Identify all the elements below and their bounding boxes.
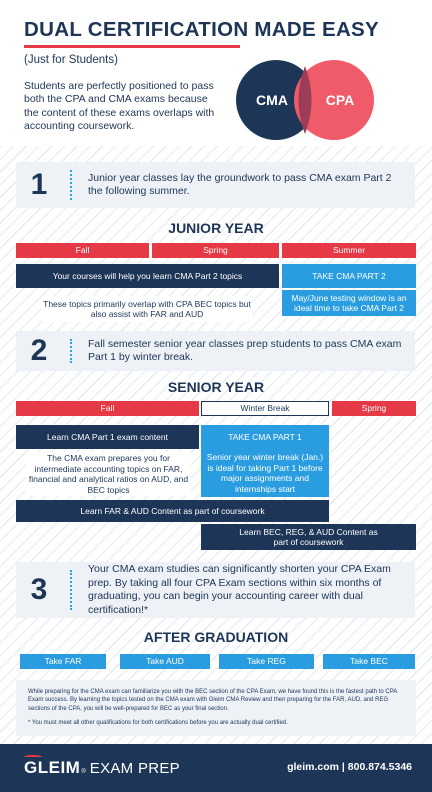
take-aud-bar: Take AUD [120, 654, 210, 669]
title-underline [24, 45, 240, 48]
step-3-callout [16, 562, 415, 618]
logo-suffix: EXAM PREP [89, 760, 180, 777]
dotted-divider [70, 170, 72, 200]
logo-swoosh-icon [24, 755, 42, 759]
step-2-callout [16, 331, 415, 371]
intro-text: Students are perfectly positioned to pass both the CPA and CMA exams because the content of these exams overlaps with accounting coursework. [24, 80, 215, 133]
after-graduation-title: AFTER GRADUATION [143, 629, 289, 645]
gleim-logo [24, 758, 180, 778]
cma-cpa-venn-diagram [236, 60, 416, 140]
step-text: Your CMA exam studies can significantly shorten your CPA Exam prep. By taking all four CPA Exam sections within six months of graduating, you can begin your accounting career with dual certification!* [88, 563, 391, 616]
venn-overlap-shape [294, 60, 316, 140]
step-text: Fall semester senior year classes prep students to pass CMA exam Part 1 by winter break. [88, 337, 402, 363]
step-1-callout [16, 162, 415, 208]
page-title: DUAL CERTIFICATION MADE EASY [24, 18, 380, 41]
step-text: Junior year classes lay the groundwork to pass CMA exam Part 2 the following summer. [88, 171, 392, 197]
senior-spring-header: Spring [332, 401, 416, 416]
senior-winter-note: Senior year winter break (Jan.) is ideal for taking Part 1 before major assignments and internships start [201, 449, 329, 497]
venn-cma-label: CMA [256, 92, 288, 108]
logo-brand: GLEIM [24, 758, 81, 777]
take-cma-part-2-bar: TAKE CMA PART 2 [282, 264, 416, 288]
footnote-box [16, 680, 416, 736]
senior-winter-break-header: Winter Break [201, 401, 329, 416]
learn-cma-part-1-bar: Learn CMA Part 1 exam content [16, 425, 199, 449]
footer-bar [0, 744, 432, 792]
step-number: 2 [30, 334, 48, 367]
take-reg-bar: Take REG [219, 654, 314, 669]
registered-mark: ® [81, 769, 86, 775]
senior-prep-note: The CMA exam prepares you for intermediate accounting topics on FAR, financial and analytical ratios on AUD, and BEC topics [26, 452, 191, 496]
venn-cpa-label: CPA [325, 92, 355, 108]
dotted-divider [70, 570, 72, 610]
take-bec-bar: Take BEC [323, 654, 415, 669]
senior-year-title: SENIOR YEAR [167, 379, 265, 395]
take-cma-part-1-bar: TAKE CMA PART 1 [201, 425, 329, 449]
step-number: 1 [30, 168, 48, 201]
junior-spring-header: Spring [152, 243, 279, 258]
junior-courses-bar: Your courses will help you learn CMA Part 2 topics [16, 264, 279, 288]
footnote-body: While preparing for the CMA exam can familiarize you with the BEC section of the CPA Exam, we have found this is the fastest path to CPA Exam success. By learning the topics tested on the CMA exam with Gleim CMA Review and then preparing for the FAR, AUD, and REG sections of the CPA, you will be well-prepared for BEC as your final section. [28, 689, 397, 712]
junior-fall-header: Fall [16, 243, 149, 258]
step-number: 3 [30, 573, 48, 606]
footnote-disclaimer: * You must meet all other qualifications for both certifications before you are actually dual certified. [28, 719, 288, 726]
venn-overlap [294, 60, 316, 140]
junior-summer-header: Summer [282, 243, 416, 258]
take-far-bar: Take FAR [20, 654, 106, 669]
contact-info[interactable]: gleim.com | 800.874.5346 [287, 761, 412, 773]
bec-reg-aud-coursework-bar: Learn BEC, REG, & AUD Content as part of coursework [201, 524, 416, 550]
page-subtitle: (Just for Students) [24, 54, 118, 66]
logo-brand-wrap [24, 758, 80, 778]
junior-overlap-note: These topics primarily overlap with CPA BEC topics but also assist with FAR and AUD [42, 296, 252, 322]
junior-year-title: JUNIOR YEAR [168, 220, 264, 236]
far-aud-coursework-bar: Learn FAR & AUD Content as part of coursework [16, 500, 329, 522]
junior-window-note: May/June testing window is an ideal time to take CMA Part 2 [282, 290, 416, 316]
senior-fall-header: Fall [16, 401, 199, 416]
dotted-divider [70, 339, 72, 363]
